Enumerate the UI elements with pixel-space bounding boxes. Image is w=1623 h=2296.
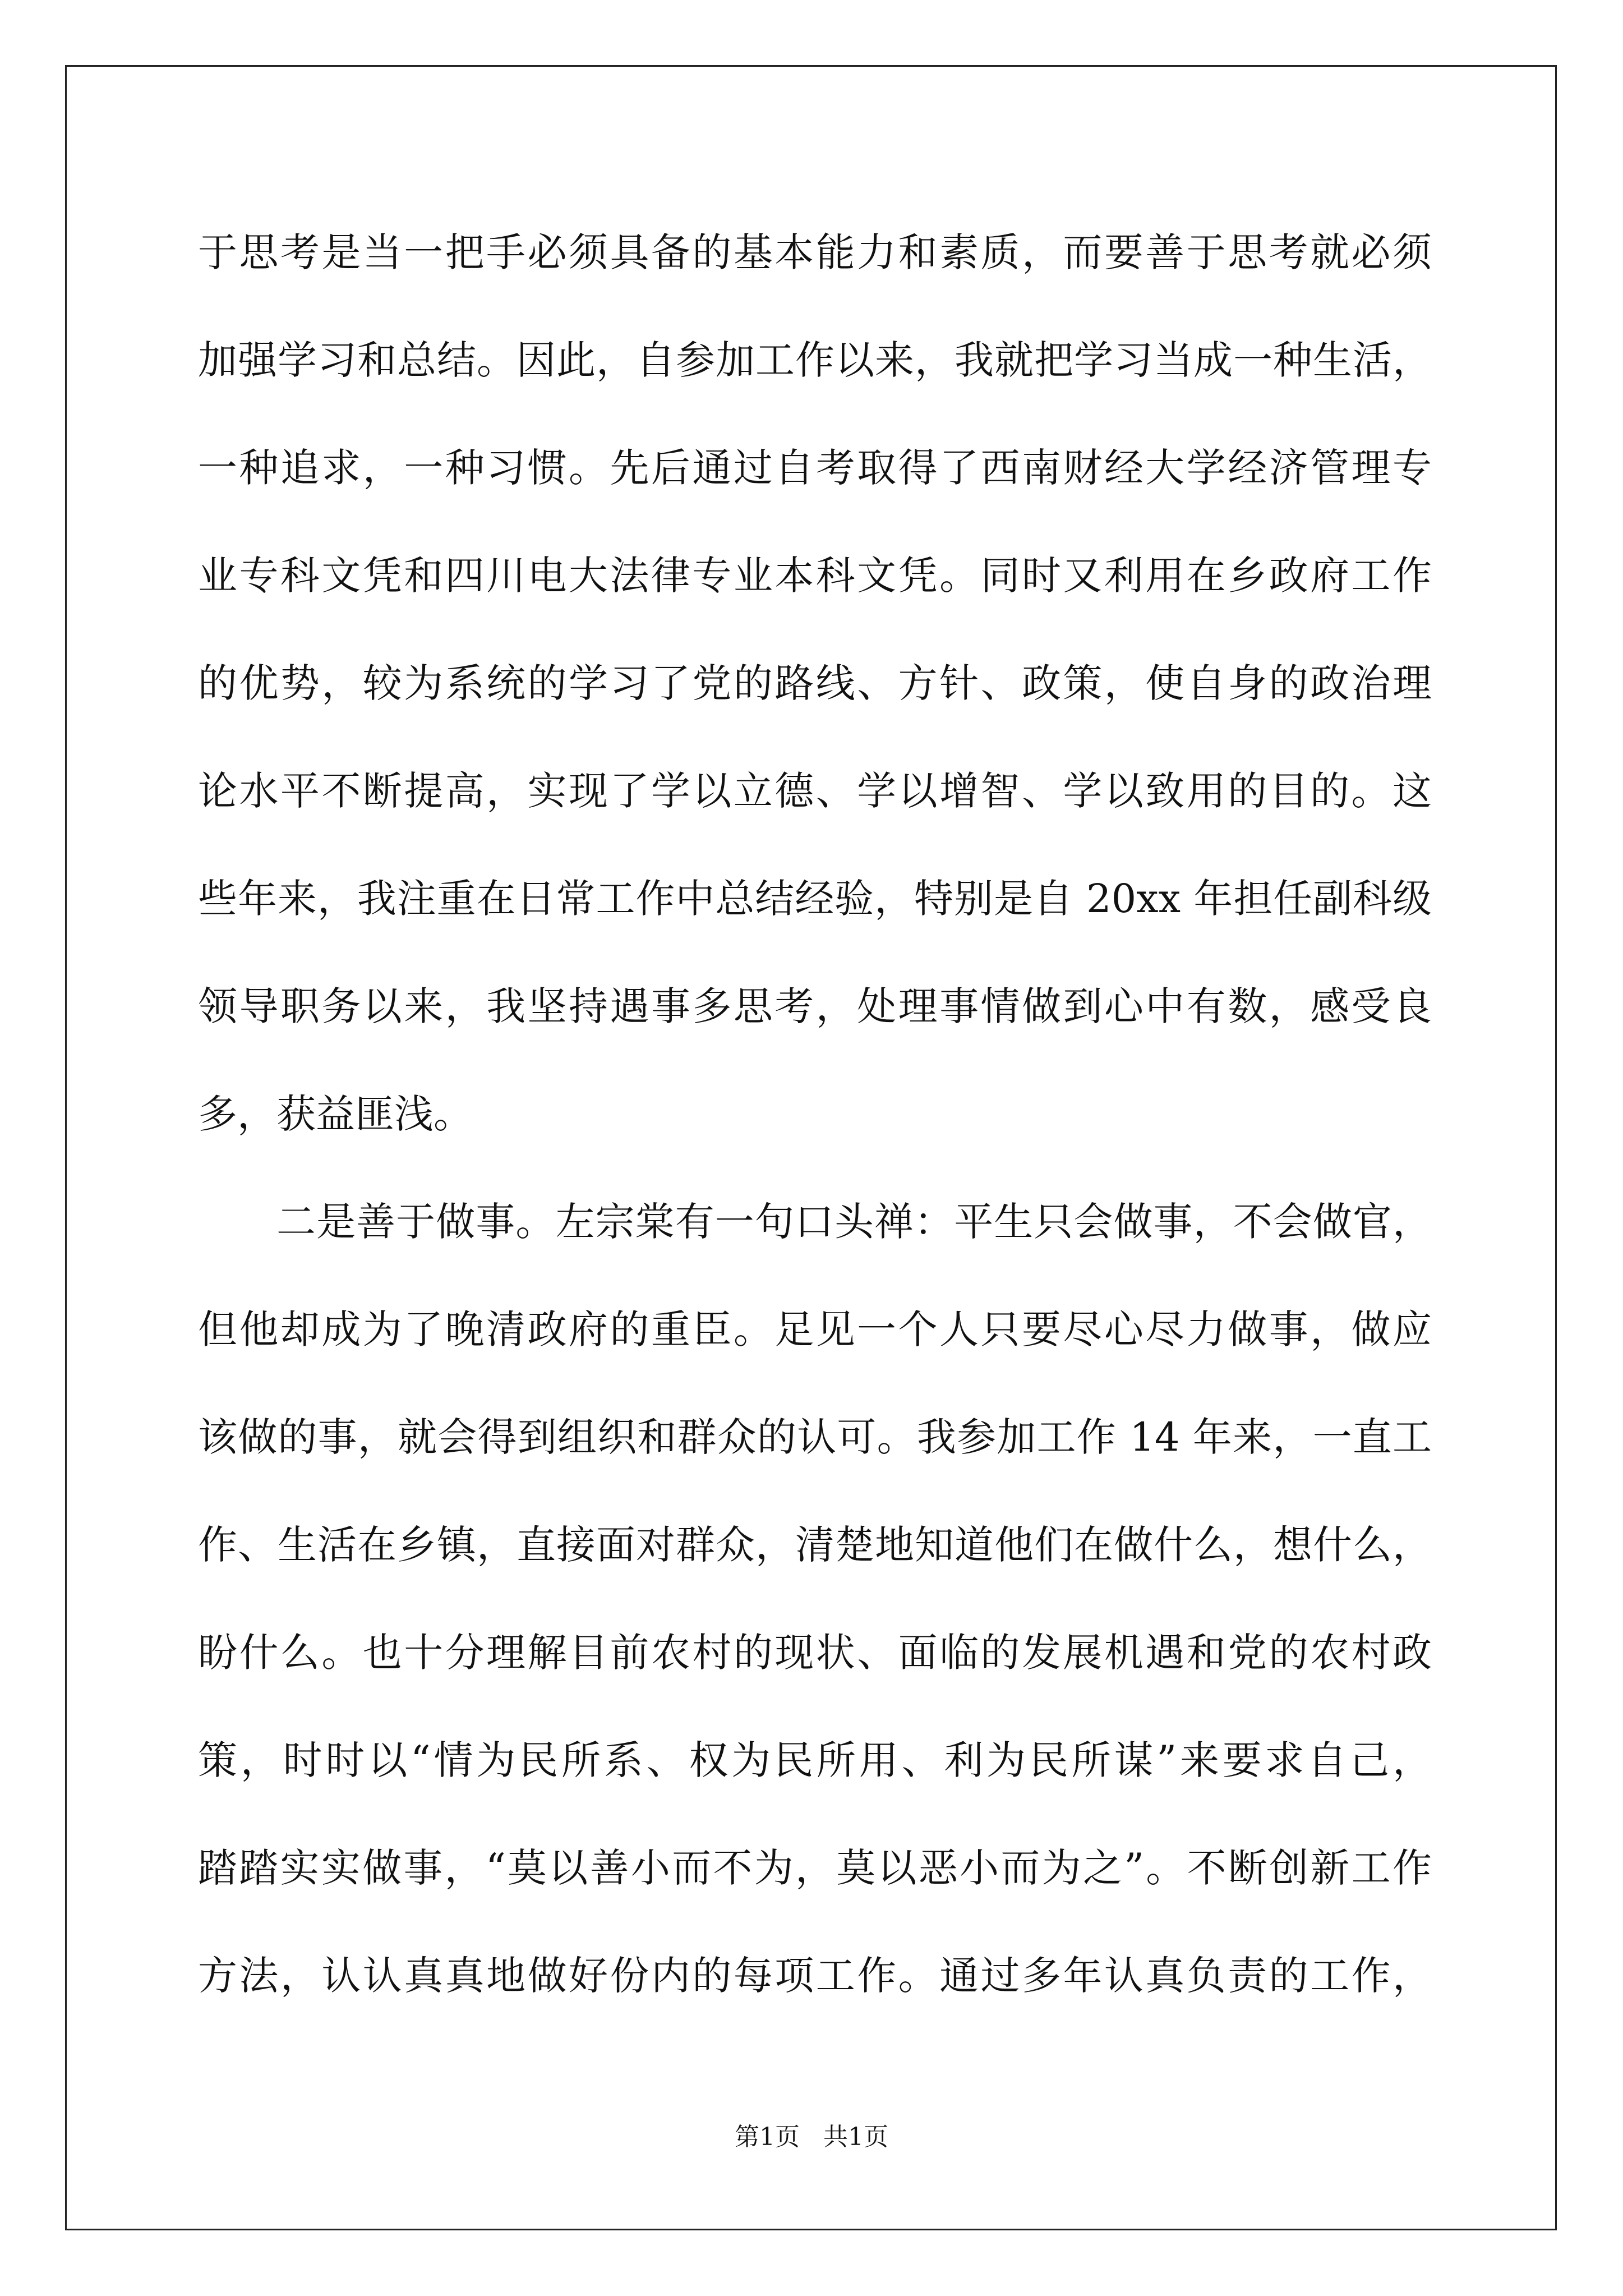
- text-line-2: 加强学习和总结。因此，自参加工作以来，我就把学习当成一种生活，: [198, 337, 1432, 383]
- text-line-15: 策，时时以“情为民所系、权为民所用、利为民所谋”来要求自己，: [198, 1737, 1432, 1783]
- text-line-5: 的优势，较为系统的学习了党的路线、方针、政策，使自身的政治理: [198, 660, 1432, 706]
- text-line-3: 一种追求，一种习惯。先后通过自考取得了西南财经大学经济管理专: [198, 445, 1432, 491]
- page-footer: 第1页 共1页: [735, 2123, 888, 2151]
- text-line-7: 些年来，我注重在日常工作中总结经验，特别是自 20xx 年担任副科级: [198, 876, 1432, 922]
- text-line-13: 作、生活在乡镇，直接面对群众，清楚地知道他们在做什么，想什么，: [198, 1522, 1432, 1568]
- text-line-17: 方法，认认真真地做好份内的每项工作。通过多年认真负责的工作，: [198, 1953, 1432, 1999]
- text-line-4: 业专科文凭和四川电大法律专业本科文凭。同时又利用在乡政府工作: [198, 553, 1432, 599]
- text-line-10: 二是善于做事。左宗棠有一句口头禅：平生只会做事，不会做官，: [276, 1199, 1432, 1245]
- text-line-11: 但他却成为了晚清政府的重臣。足见一个人只要尽心尽力做事，做应: [198, 1306, 1432, 1352]
- text-line-12: 该做的事，就会得到组织和群众的认可。我参加工作 14 年来，一直工: [198, 1414, 1432, 1460]
- text-line-6: 论水平不断提高，实现了学以立德、学以增智、学以致用的目的。这: [198, 768, 1432, 814]
- text-line-16: 踏踏实实做事，“莫以善小而不为，莫以恶小而为之”。不断创新工作: [198, 1845, 1432, 1891]
- text-line-9: 多，获益匪浅。: [198, 1091, 473, 1137]
- text-line-1: 于思考是当一把手必须具备的基本能力和素质，而要善于思考就必须: [198, 229, 1432, 275]
- text-line-14: 盼什么。也十分理解目前农村的现状、面临的发展机遇和党的农村政: [198, 1630, 1432, 1676]
- text-line-8: 领导职务以来，我坚持遇事多思考，处理事情做到心中有数，感受良: [198, 983, 1432, 1029]
